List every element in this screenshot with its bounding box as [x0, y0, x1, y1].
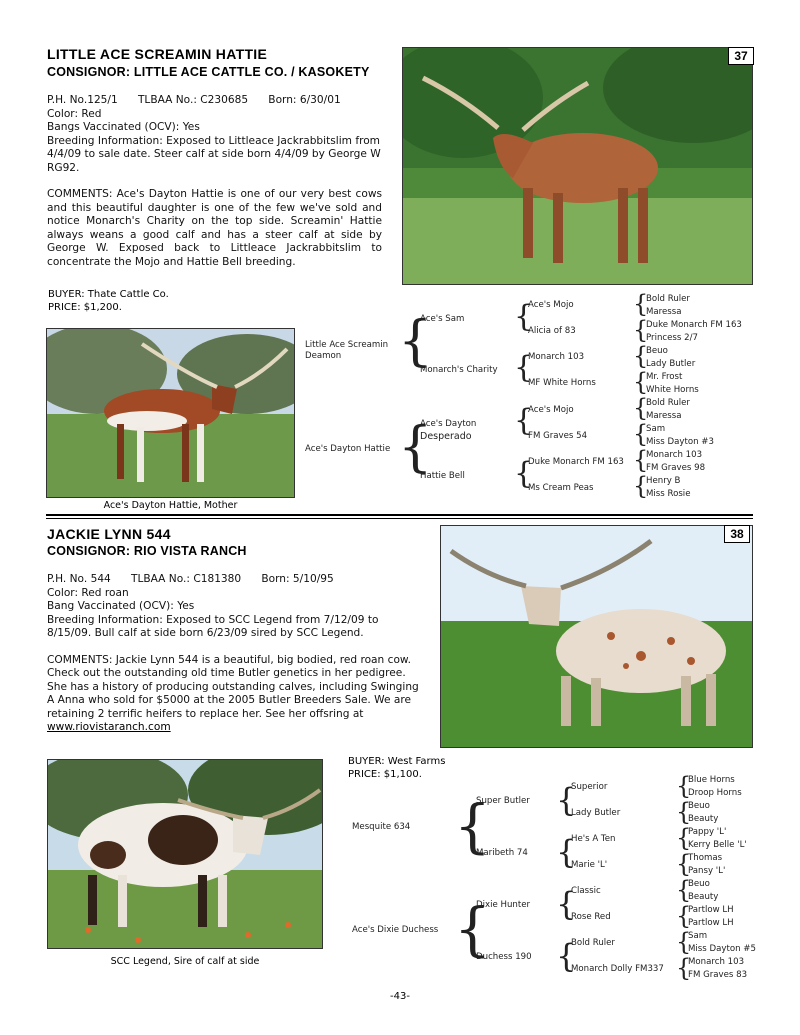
ped2-g4-8: Beuo: [688, 879, 710, 889]
lot2-comments: COMMENTS: Jackie Lynn 544 is a beautiful, big bodied, red roan cow. Check out the outstanding old time Butler genetics in her pedigree. She has a history of producing outstanding calves, including Swinging A Anna who sold for $5000 at the 2005 Butler Breeders Sale. We are retaining 2 terrific heifers to replace her. See her offsring at: [47, 653, 419, 720]
lot2-caption: SCC Legend, Sire of calf at side: [110, 956, 260, 967]
lot2-sire-photo: [47, 759, 323, 949]
ped1-g3-2: Monarch 103: [528, 352, 585, 362]
ped2-brace-g: {: [676, 772, 692, 800]
lot1-bangs: Bangs Vaccinated (OCV): Yes: [47, 121, 200, 133]
ped2-g4-2: Beuo: [688, 801, 710, 811]
lot2-info: P.H. No. 544 TLBAA No.: C181380 Born: 5/10/95: [47, 573, 334, 585]
ped1-g4-0: Bold Ruler: [646, 294, 690, 304]
lot2-color: Color: Red roan: [47, 586, 129, 599]
ped1-brace-e: {: [514, 403, 534, 438]
divider-thin: [46, 518, 753, 519]
ped1-g3-7: Ms Cream Peas: [528, 483, 594, 493]
lot2-details: [47, 573, 425, 735]
ped1-g4-8: Bold Ruler: [646, 398, 690, 408]
ped1-g4-14: Henry B: [646, 476, 681, 486]
ped2-g2-2: Dixie Hunter: [476, 900, 531, 910]
ped2-g4-1: Droop Horns: [688, 788, 742, 798]
ped1-brace-i: {: [633, 342, 649, 370]
lot1-color: Color: Red: [47, 107, 102, 120]
ped2-brace-n: {: [676, 954, 692, 982]
ped1-g2-1: Monarch's Charity: [420, 365, 498, 375]
ped2-g3-2: He's A Ten: [571, 834, 616, 844]
ped2-g4-14: Monarch 103: [688, 957, 745, 967]
lot1-caption: Ace's Dayton Hattie, Mother: [103, 500, 238, 511]
ped2-g4-5: Kerry Belle 'L': [688, 840, 747, 850]
ped1-brace-h: {: [633, 316, 649, 344]
ped2-g3-4: Classic: [571, 886, 601, 896]
ped2-g4-7: Pansy 'L': [688, 866, 726, 876]
ped1-g1-0: Little Ace Screamin: [305, 340, 389, 350]
ped1-g3-5: FM Graves 54: [528, 431, 588, 441]
ped1-brace-k: {: [633, 394, 649, 422]
lot1-comments: COMMENTS: Ace's Dayton Hattie is one of our very best cows and this beautiful daughter is one of the few we've sold and notice Monarch's Charity on the top side. Screamin' Hattie always weans a good calf and has a steer calf at side by George W. Exposed back to Littleace Jackrabbitslim to concentrate the Mojo and Hattie Bell breeding.: [47, 188, 382, 268]
ped2-g4-11: Partlow LH: [688, 918, 734, 928]
ped2-g4-10: Partlow LH: [688, 905, 734, 915]
lot2-sale: [348, 755, 445, 781]
ped1-brace-c: {: [514, 299, 534, 334]
ped2-g4-4: Pappy 'L': [688, 827, 727, 837]
ped2-g1-1: Ace's Dixie Duchess: [352, 925, 439, 935]
lot1-consignor: CONSIGNOR: LITTLE ACE CATTLE CO. / KASOKETY: [47, 65, 370, 79]
ped1-g4-12: Monarch 103: [646, 450, 703, 460]
ped2-g4-13: Miss Dayton #5: [688, 944, 756, 954]
ped1-brace-b: {: [398, 415, 433, 478]
lot2-main-photo: [440, 525, 753, 748]
ped2-g4-0: Blue Horns: [688, 775, 735, 785]
ped2-g3-6: Bold Ruler: [571, 938, 615, 948]
lot1-details: [47, 94, 382, 269]
ped2-g2-1: Maribeth 74: [476, 848, 528, 858]
ped1-g4-10: Sam: [646, 424, 666, 434]
ped1-g1-2: Ace's Dayton Hattie: [305, 444, 391, 454]
ped1-brace-d: {: [514, 350, 534, 385]
ped2-g3-0: Superior: [571, 782, 608, 792]
ped2-g3-3: Marie 'L': [571, 860, 608, 870]
ped2-brace-l: {: [676, 902, 692, 930]
ped2-g3-1: Lady Butler: [571, 808, 621, 818]
lot2-breeding: Breeding Information: Exposed to SCC Legend from 7/12/09 to 8/15/09. Bull calf at side born 6/23/09 sired by SCC Legend.: [47, 613, 379, 639]
ped2-brace-f: {: [556, 937, 577, 975]
ped1-g1-1: Deamon: [305, 351, 342, 361]
ped1-brace-n: {: [633, 472, 649, 500]
ped2-g2-0: Super Butler: [476, 796, 530, 806]
ped2-brace-j: {: [676, 850, 692, 878]
lot1-number-badge: 37: [728, 47, 754, 65]
divider-thick: [46, 514, 753, 516]
lot2-bangs: Bang Vaccinated (OCV): Yes: [47, 600, 195, 612]
lot2-title: JACKIE LYNN 544: [47, 526, 171, 542]
lot1-buyer: BUYER: Thate Cattle Co.: [48, 289, 169, 300]
ped2-g2-3: Duchess 190: [476, 952, 532, 962]
ped1-g4-7: White Horns: [646, 385, 699, 395]
ped2-brace-d: {: [556, 833, 577, 871]
ped1-g3-4: Ace's Mojo: [528, 405, 574, 415]
lot1-breeding: Breeding Information: Exposed to Littleace Jackrabbitslim from 4/4/09 to sale date. Steer calf at side born 4/4/09 by George W RG92.: [47, 134, 381, 174]
ped2-g4-12: Sam: [688, 931, 708, 941]
ped1-g3-6: Duke Monarch FM 163: [528, 457, 624, 467]
lot1-title: LITTLE ACE SCREAMIN HATTIE: [47, 46, 268, 62]
ped2-g1-0: Mesquite 634: [352, 822, 411, 832]
ped2-brace-i: {: [676, 824, 692, 852]
ped1-g4-11: Miss Dayton #3: [646, 437, 714, 447]
ped2-brace-a: {: [454, 792, 491, 860]
ped1-g4-9: Maressa: [646, 411, 682, 421]
ped2-brace-b: {: [454, 895, 491, 963]
lot1-mother-photo: [46, 328, 295, 498]
ped1-g4-1: Maressa: [646, 307, 682, 317]
ped2-brace-e: {: [556, 885, 577, 923]
ped2-g4-3: Beauty: [688, 814, 719, 824]
ped2-brace-k: {: [676, 876, 692, 904]
ped1-g2-3: Desperado: [420, 431, 472, 442]
lot1-price: PRICE: $1,200.: [48, 302, 122, 313]
ped1-g4-3: Princess 2/7: [646, 333, 698, 343]
ped1-g2-4: Hattie Bell: [420, 471, 465, 481]
ped1-g4-13: FM Graves 98: [646, 463, 706, 473]
ped1-brace-m: {: [633, 446, 649, 474]
ped2-g4-6: Thomas: [688, 853, 723, 863]
lot2-consignor: CONSIGNOR: RIO VISTA RANCH: [47, 544, 247, 558]
ped1-brace-g: {: [633, 290, 649, 318]
lot2-price: PRICE: $1,100.: [348, 769, 422, 780]
lot1-main-photo: [402, 47, 753, 285]
ped1-g4-4: Beuo: [646, 346, 668, 356]
ped1-brace-l: {: [633, 420, 649, 448]
lot1-info: P.H. No.125/1 TLBAA No.: C230685 Born: 6/30/01: [47, 94, 341, 106]
ped1-g2-0: Ace's Sam: [420, 314, 465, 324]
ped1-g4-6: Mr. Frost: [646, 372, 683, 382]
ped1-g3-0: Ace's Mojo: [528, 300, 574, 310]
lot2-number-badge: 38: [724, 525, 750, 543]
ped2-brace-h: {: [676, 798, 692, 826]
ped2-brace-c: {: [556, 781, 577, 819]
lot2-website-link[interactable]: www.riovistaranch.com: [47, 721, 171, 733]
ped2-g3-7: Monarch Dolly FM337: [571, 964, 664, 974]
ped1-g4-2: Duke Monarch FM 163: [646, 320, 742, 330]
ped2-g4-15: FM Graves 83: [688, 970, 748, 980]
ped1-brace-f: {: [514, 456, 534, 491]
page-number: -43-: [390, 991, 410, 1002]
lot1-sale: [48, 288, 169, 314]
ped2-g4-9: Beauty: [688, 892, 719, 902]
ped2-g3-5: Rose Red: [571, 912, 611, 922]
ped1-g4-5: Lady Butler: [646, 359, 696, 369]
ped2-brace-m: {: [676, 928, 692, 956]
ped1-brace-a: {: [398, 309, 433, 372]
ped1-g4-15: Miss Rosie: [646, 489, 691, 499]
ped1-g2-2: Ace's Dayton: [420, 419, 477, 429]
ped1-g3-3: MF White Horns: [528, 378, 596, 388]
ped1-brace-j: {: [633, 368, 649, 396]
lot2-buyer: BUYER: West Farms: [348, 756, 446, 767]
ped1-g3-1: Alicia of 83: [528, 326, 576, 336]
